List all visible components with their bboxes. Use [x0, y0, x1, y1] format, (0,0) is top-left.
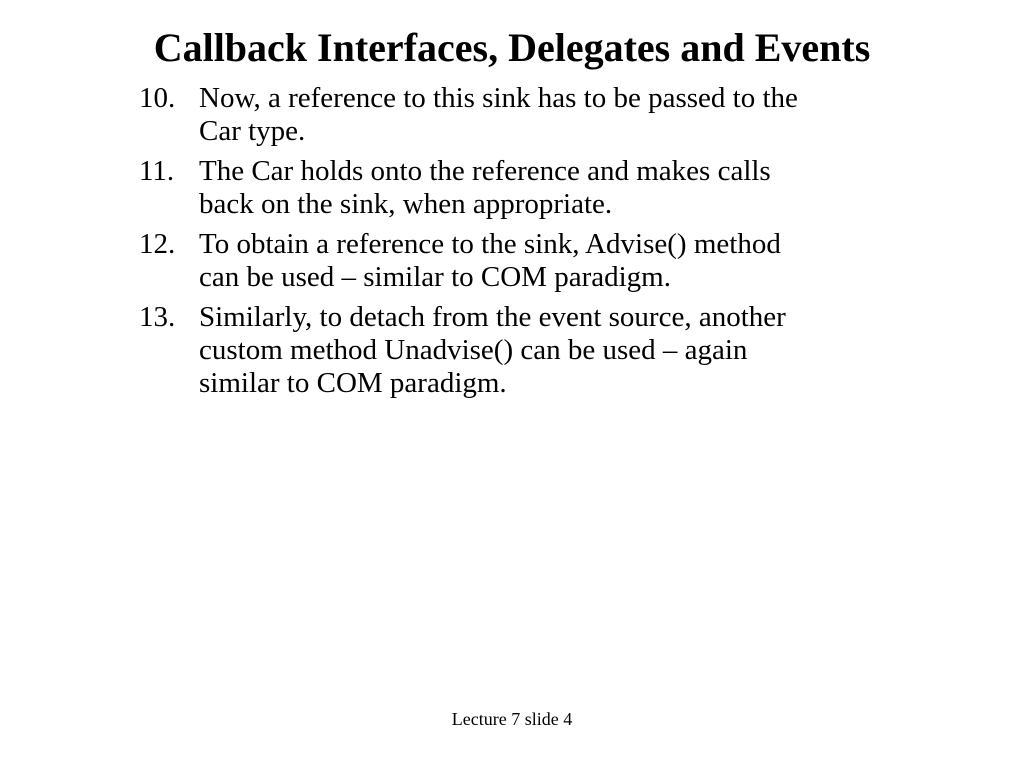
list-item-text: Now, a reference to this sink has to be passed to the Car type. — [199, 82, 798, 147]
list-item-number: 11. — [139, 155, 175, 187]
list-item-text: To obtain a reference to the sink, Advise() method can be used – similar to COM paradigm. — [199, 228, 781, 293]
list-item-number: 12. — [139, 228, 176, 260]
slide-title: Callback Interfaces, Delegates and Events — [153, 25, 871, 70]
list-item-text: The Car holds onto the reference and makes calls back on the sink, when appropriate. — [199, 155, 771, 220]
list-item-number: 10. — [139, 82, 176, 114]
list-item — [139, 301, 939, 400]
list-item — [139, 82, 939, 148]
list-item — [139, 155, 939, 221]
slide-footer: Lecture 7 slide 4 — [451, 709, 573, 729]
numbered-list — [139, 82, 939, 407]
list-item-number: 13. — [139, 301, 176, 333]
list-item-text: Similarly, to detach from the event source, another custom method Unadvise() can be used – again similar to COM paradigm. — [199, 301, 786, 399]
list-item — [139, 228, 939, 294]
